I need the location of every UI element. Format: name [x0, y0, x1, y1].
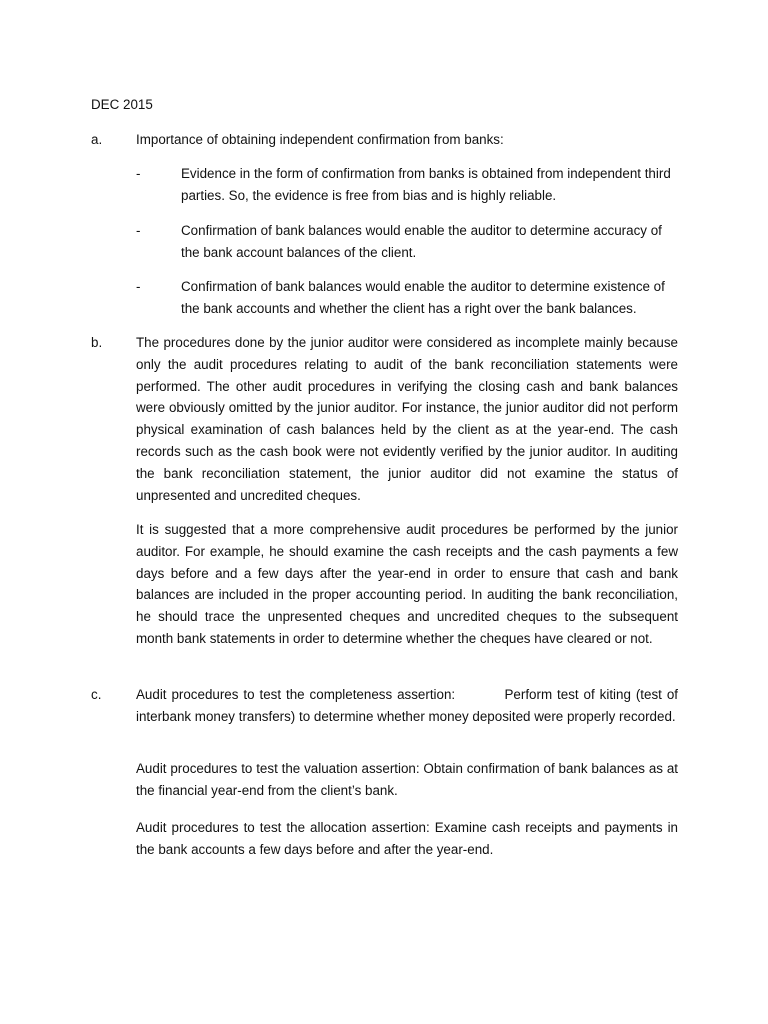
section-b-paragraph-2: It is suggested that a more comprehensive audit procedures be performed by the junior auditor. For example, he should examine the cash receipts and the cash payments a few days before and a few days after the year-end in order to ensure that cash and bank balances are included in the proper accounting period. In auditing the bank reconciliation, he should trace the unpresented cheques and uncredited cheques to the subsequent month bank statements in order to determine whether the cheques have cleared or not.	[136, 522, 678, 646]
section-a-label: a.	[91, 132, 103, 147]
section-c-completeness: Audit procedures to test the completeness assertion: Perform test of kiting (test of interbank money transfers) to determine whether money deposited were properly recorded.	[136, 687, 682, 724]
section-b-label: b.	[91, 335, 103, 350]
section-c-allocation: Audit procedures to test the allocation assertion: Examine cash receipts and payments in the bank accounts a few days before and after the year-end.	[136, 820, 678, 857]
section-c-label: c.	[91, 687, 102, 702]
bullet-text-2: Confirmation of bank balances would enable the auditor to determine accuracy of the bank account balances of the client.	[181, 223, 662, 260]
bullet-dash: -	[136, 223, 141, 238]
section-a-title: Importance of obtaining independent confirmation from banks:	[136, 132, 504, 147]
bullet-text-1: Evidence in the form of confirmation from banks is obtained from independent third parties. So, the evidence is free from bias and is highly reliable.	[181, 166, 671, 203]
document-heading: DEC 2015	[91, 97, 153, 112]
bullet-dash: -	[136, 279, 141, 294]
bullet-dash: -	[136, 166, 141, 181]
section-b-paragraph-1: The procedures done by the junior auditor were considered as incomplete mainly because only the audit procedures relating to audit of the bank reconciliation statements were performed. The other audit procedures in verifying the closing cash and bank balances were obviously omitted by the junior auditor. For instance, the junior auditor did not perform physical examination of cash balances held by the client as at the year-end. The cash records such as the cash book were not evidently verified by the junior auditor. In auditing the bank reconciliation statement, the junior auditor did not examine the status of unpresented and uncredited cheques.	[136, 335, 678, 503]
section-c-valuation: Audit procedures to test the valuation assertion: Obtain confirmation of bank balances as at the financial year-end from the client’s bank.	[136, 761, 678, 798]
bullet-text-3: Confirmation of bank balances would enable the auditor to determine existence of the bank accounts and whether the client has a right over the bank balances.	[181, 279, 665, 316]
